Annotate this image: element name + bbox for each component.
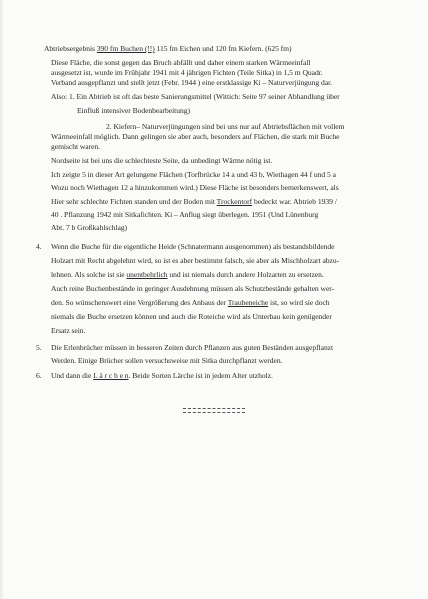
text-line xyxy=(51,197,337,207)
text-line: Wozu noch Wiethagen 12 a hinzukommen wird.) Diese Fläche ist besonders bemerkenswert, als xyxy=(51,183,339,192)
text-line: 2. Kiefern– Naturverjüngungen sind bei uns nur auf Abtriebsflächen mit vollem xyxy=(106,122,345,131)
text-span: den. So wünschenswert eine Vergrößerung des Anbaus der xyxy=(51,298,228,307)
text-line xyxy=(51,298,330,308)
underlined-text: Trockentorf xyxy=(216,197,253,206)
list-number: 5. xyxy=(36,343,42,352)
text-line: Diese Fläche, die sonst gegen das Bruch abfällt und daher einem starken Wärmeeinfall xyxy=(51,58,311,67)
text-span: lehnen. Als solche ist sie xyxy=(51,270,127,279)
text-line: Verband ausgepflanzt und stellt jetzt (Febr. 1944 ) eine erstklassige Ki – Naturverjüngung dar. xyxy=(51,78,332,87)
text-line: Nordseite ist bei uns die schlechteste Seite, da unbedingt Wärme nötig ist. xyxy=(51,156,273,165)
text-line: gemischt waren. xyxy=(51,142,101,151)
underlined-text: L ä r c h e n xyxy=(93,371,129,380)
text-span: Und dann die xyxy=(51,371,94,380)
underlined-text: unentbehrlich xyxy=(126,270,168,279)
text-span: ist, so wird sie doch xyxy=(268,298,330,307)
text-line: Werden. Einige Brücher sollen versuchsweise mit Sitka durchpflanzt werden. xyxy=(51,356,283,365)
section-separator xyxy=(183,408,245,413)
text-span: Abtriebsergebnis xyxy=(44,44,97,53)
text-line: 40 . Pflanzung 1942 mit Sitkafichten. Ki – Anflug siegt überlegen. 1951 (Und Lünenburg xyxy=(51,210,319,219)
text-line: ausgesetzt ist, wurde im Frühjahr 1941 mit 4 jährigen Fichten (Teile Sitka) in 1,5 m Quadr. xyxy=(51,68,323,77)
text-line: Ersatz sein. xyxy=(51,326,86,335)
text-line xyxy=(51,270,324,280)
underlined-text: 390 fm Buchen (!!) xyxy=(96,44,155,53)
text-span: bedeckt war. Abtrieb 1939 / xyxy=(252,197,337,206)
underlined-text: Traubeneiche xyxy=(227,298,269,307)
text-line: Die Erlenbrücher müssen in besseren Zeiten durch Pflanzen aus guten Beständen ausgepflanzt xyxy=(51,343,334,352)
text-line: Auch reine Buchenbestände in geringer Ausdehnung müssen als Schutzbestände gehalten wer- xyxy=(51,284,335,293)
scan-edge-shadow xyxy=(0,0,4,599)
text-line: Also: 1. Ein Abtrieb ist oft das beste Sanierungsmittel (Wittich: Seite 97 seiner Abhandlung über xyxy=(51,92,340,101)
list-number: 6. xyxy=(36,371,42,380)
text-span: . Beide Sorten Lärche ist in jedem Alter utzholz. xyxy=(128,371,273,380)
text-line: niemals die Buche ersetzen können und auch die Roteiche wird als Unterbau kein genügender xyxy=(51,312,332,321)
list-number: 4. xyxy=(36,242,42,251)
text-line: Ich zeigte 5 in dieser Art gelungene Flächen (Torfbrücke 14 a und 43 b, Wiethagen 44 f und 5 a xyxy=(51,170,336,179)
text-line: Holzart mit Recht abgelehnt wird, so ist es aber bestimmt falsch, sie aber als Mischholzart abzu- xyxy=(51,256,340,265)
text-span: und ist niemals durch andere Holzarten zu ersetzen. xyxy=(167,270,324,279)
text-line: Einfluß intensiver Bodenbearbeitung) xyxy=(77,106,190,115)
text-line xyxy=(44,44,292,54)
text-line xyxy=(51,371,273,381)
text-line: Abt. 7 b Großkahlschlag) xyxy=(51,223,127,232)
text-span: Hier sehr schlechte Fichten standen und der Boden mit xyxy=(51,197,217,206)
text-span: 115 fm Eichen und 120 fm Kiefern. (625 fm) xyxy=(154,44,292,53)
text-line: Wenn die Buche für die eigentliche Heide (Schnatermann ausgenommen) als bestandsbildende xyxy=(51,242,335,251)
text-line: Wärmeeinfall möglich. Dann gelingen sie aber auch, besonders auf Flächen, die stark mit Buche xyxy=(51,132,340,141)
